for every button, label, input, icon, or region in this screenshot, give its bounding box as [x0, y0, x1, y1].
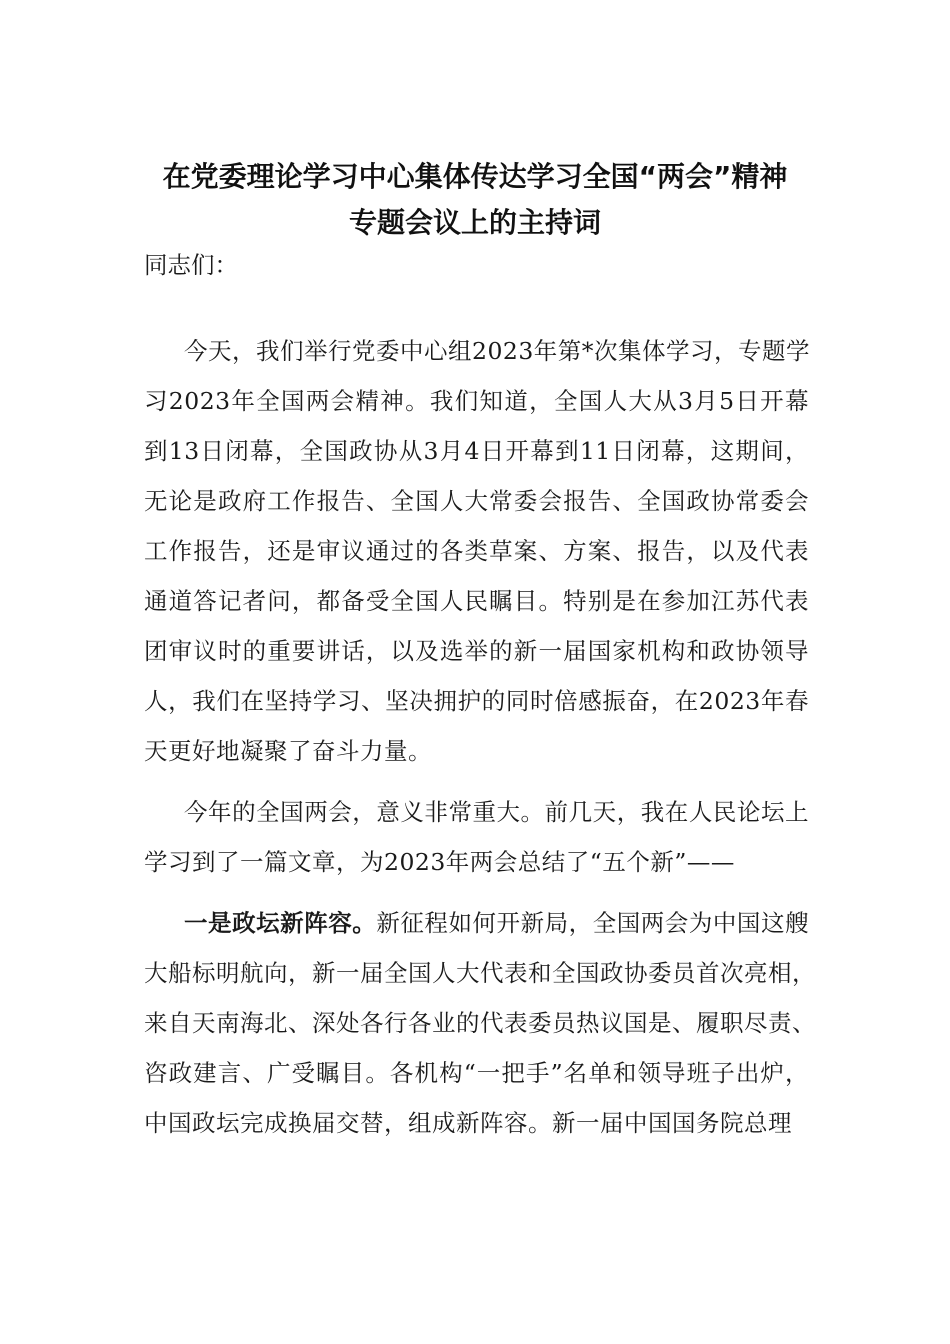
document-title-line-2: 专题会议上的主持词: [348, 206, 601, 239]
point-text: 新征程如何开新局，全国两会为中国这艘: [376, 909, 810, 937]
point-heading: 一是政坛新阵容。: [184, 909, 377, 937]
paragraph-line: 大船标明航向，新一届全国人大代表和全国政协委员首次亮相，: [144, 959, 816, 987]
paragraph-line: 中国政坛完成换届交替，组成新阵容。新一届中国国务院总理: [144, 1109, 792, 1137]
paragraph-line: 来自天南海北、深处各行各业的代表委员热议国是、履职尽责、: [144, 1009, 816, 1037]
paragraph-line: 天更好地凝聚了奋斗力量。: [144, 737, 432, 765]
paragraph-line: [184, 898, 809, 948]
paragraph-line: 咨政建言、广受瞩目。各机构“一把手”名单和领导班子出炉，: [144, 1059, 809, 1087]
salutation: 同志们：: [144, 251, 238, 279]
paragraph-line: 习2023年全国两会精神。我们知道，全国人大从3月5日开幕: [144, 387, 809, 415]
paragraph-line: 学习到了一篇文章，为2023年两会总结了“五个新”——: [144, 848, 735, 876]
paragraph-line: 人，我们在坚持学习、坚决拥护的同时倍感振奋，在2023年春: [144, 687, 809, 715]
paragraph-line: 今天，我们举行党委中心组2023年第*次集体学习，专题学: [184, 337, 811, 365]
paragraph-line: 今年的全国两会，意义非常重大。前几天，我在人民论坛上: [184, 798, 809, 826]
paragraph-line: 到13日闭幕，全国政协从3月4日开幕到11日闭幕，这期间，: [144, 437, 809, 465]
paragraph-line: 无论是政府工作报告、全国人大常委会报告、全国政协常委会: [144, 487, 809, 515]
paragraph-line: 工作报告，还是审议通过的各类草案、方案、报告，以及代表: [144, 537, 809, 565]
paragraph-line: 通道答记者问，都备受全国人民瞩目。特别是在参加江苏代表: [144, 587, 809, 615]
document-title-line-1: 在党委理论学习中心集体传达学习全国“两会”精神: [162, 160, 788, 193]
paragraph-line: 团审议时的重要讲话，以及选举的新一届国家机构和政协领导: [144, 637, 809, 665]
